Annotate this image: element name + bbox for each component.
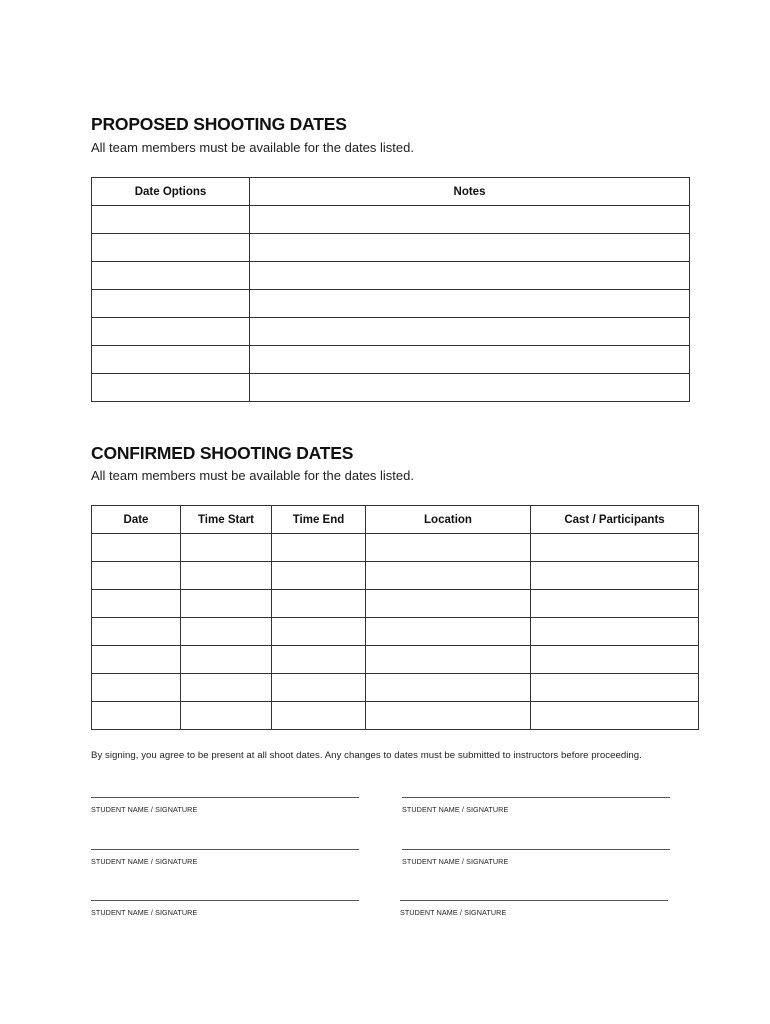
table-cell[interactable]	[272, 562, 366, 590]
signature-label: STUDENT NAME / SIGNATURE	[400, 908, 507, 917]
table-cell[interactable]	[366, 646, 531, 674]
table-cell[interactable]	[181, 618, 272, 646]
table-cell[interactable]	[92, 618, 181, 646]
table-row	[92, 262, 690, 290]
table-cell[interactable]	[250, 262, 690, 290]
table-cell[interactable]	[531, 702, 699, 730]
table-cell[interactable]	[92, 674, 181, 702]
table-cell[interactable]	[92, 534, 181, 562]
signature-line[interactable]	[402, 849, 670, 850]
signature-block	[91, 900, 361, 917]
table-row	[92, 290, 690, 318]
table-row	[92, 562, 699, 590]
proposed-dates-table	[91, 177, 690, 402]
table-row	[92, 590, 699, 618]
table-cell[interactable]	[531, 534, 699, 562]
table-cell[interactable]	[272, 618, 366, 646]
table-cell[interactable]	[92, 234, 250, 262]
table-row	[92, 346, 690, 374]
table-cell[interactable]	[92, 646, 181, 674]
table-cell[interactable]	[181, 590, 272, 618]
table-row	[92, 646, 699, 674]
table-cell[interactable]	[250, 318, 690, 346]
table-cell[interactable]	[250, 290, 690, 318]
confirmed-dates-subtitle: All team members must be available for the dates listed.	[91, 468, 414, 483]
table-cell[interactable]	[92, 374, 250, 402]
signature-label: STUDENT NAME / SIGNATURE	[91, 857, 198, 866]
table-cell[interactable]	[366, 534, 531, 562]
table-cell[interactable]	[250, 374, 690, 402]
signature-block	[402, 797, 672, 814]
table-row	[92, 234, 690, 262]
column-header-location: Location	[366, 506, 531, 534]
table-cell[interactable]	[92, 590, 181, 618]
table-row	[92, 374, 690, 402]
signature-block	[400, 900, 670, 917]
table-cell[interactable]	[250, 206, 690, 234]
signature-line[interactable]	[91, 900, 359, 901]
signature-label: STUDENT NAME / SIGNATURE	[91, 805, 198, 814]
table-cell[interactable]	[181, 674, 272, 702]
table-cell[interactable]	[531, 590, 699, 618]
signature-label: STUDENT NAME / SIGNATURE	[402, 857, 509, 866]
confirmed-dates-title: CONFIRMED SHOOTING DATES	[91, 443, 354, 463]
table-cell[interactable]	[366, 562, 531, 590]
signature-line[interactable]	[91, 849, 359, 850]
table-cell[interactable]	[531, 646, 699, 674]
signature-line[interactable]	[400, 900, 668, 901]
signature-line[interactable]	[402, 797, 670, 798]
column-header-time-start: Time Start	[181, 506, 272, 534]
table-cell[interactable]	[366, 590, 531, 618]
table-cell[interactable]	[531, 562, 699, 590]
signature-block	[402, 849, 672, 866]
table-cell[interactable]	[272, 674, 366, 702]
column-header-date-options: Date Options	[92, 178, 250, 206]
consent-statement: By signing, you agree to be present at all shoot dates. Any changes to dates must be submitted to instructors before proceeding.	[91, 750, 642, 761]
table-cell[interactable]	[531, 618, 699, 646]
table-cell[interactable]	[92, 346, 250, 374]
table-cell[interactable]	[272, 646, 366, 674]
proposed-dates-subtitle: All team members must be available for the dates listed.	[91, 140, 414, 155]
signature-label: STUDENT NAME / SIGNATURE	[402, 805, 509, 814]
table-row	[92, 618, 699, 646]
table-cell[interactable]	[92, 318, 250, 346]
table-cell[interactable]	[92, 562, 181, 590]
column-header-notes: Notes	[250, 178, 690, 206]
table-cell[interactable]	[272, 702, 366, 730]
table-cell[interactable]	[366, 702, 531, 730]
confirmed-dates-table	[91, 505, 699, 730]
table-row	[92, 206, 690, 234]
table-cell[interactable]	[366, 674, 531, 702]
signature-block	[91, 797, 361, 814]
table-row	[92, 534, 699, 562]
table-cell[interactable]	[272, 590, 366, 618]
table-cell[interactable]	[366, 618, 531, 646]
signature-block	[91, 849, 361, 866]
table-cell[interactable]	[250, 234, 690, 262]
column-header-date: Date	[92, 506, 181, 534]
table-cell[interactable]	[250, 346, 690, 374]
table-row	[92, 702, 699, 730]
table-cell[interactable]	[181, 702, 272, 730]
table-cell[interactable]	[92, 290, 250, 318]
column-header-time-end: Time End	[272, 506, 366, 534]
table-row	[92, 674, 699, 702]
table-cell[interactable]	[531, 674, 699, 702]
table-cell[interactable]	[92, 262, 250, 290]
table-header-row	[92, 178, 690, 206]
column-header-cast-participants: Cast / Participants	[531, 506, 699, 534]
signature-line[interactable]	[91, 797, 359, 798]
proposed-dates-title: PROPOSED SHOOTING DATES	[91, 114, 347, 134]
table-header-row	[92, 506, 699, 534]
table-row	[92, 318, 690, 346]
signature-label: STUDENT NAME / SIGNATURE	[91, 908, 198, 917]
table-cell[interactable]	[181, 534, 272, 562]
table-cell[interactable]	[92, 206, 250, 234]
table-cell[interactable]	[181, 646, 272, 674]
table-cell[interactable]	[181, 562, 272, 590]
table-cell[interactable]	[272, 534, 366, 562]
table-cell[interactable]	[92, 702, 181, 730]
